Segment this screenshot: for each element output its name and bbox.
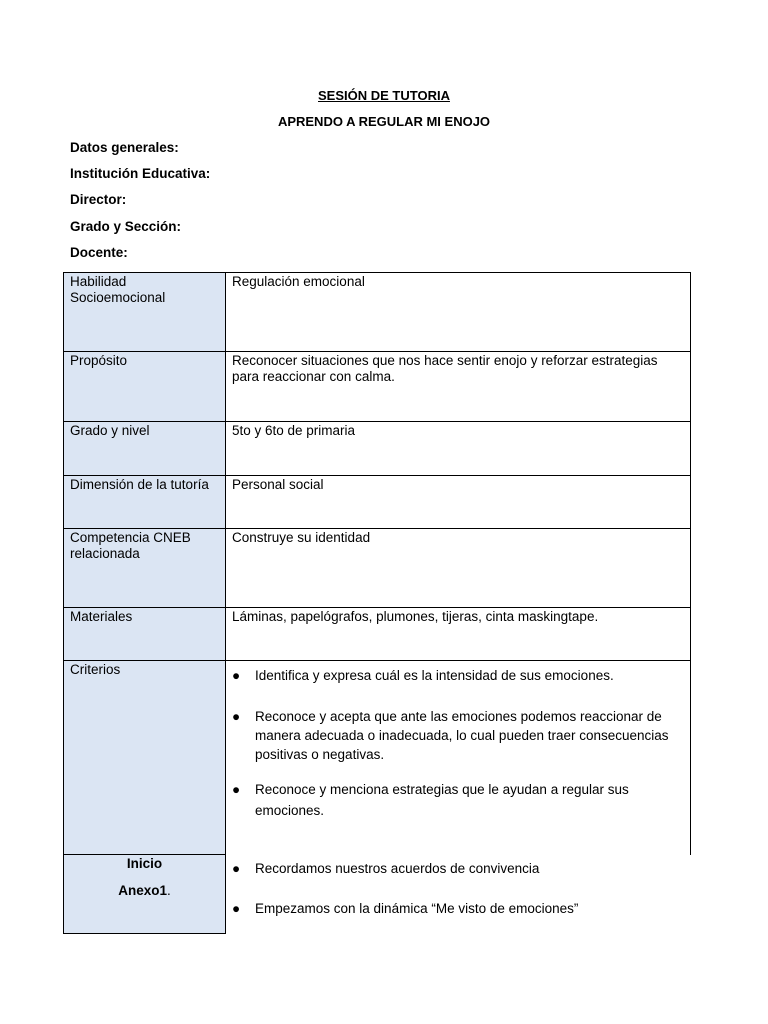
bullet-icon: ●	[232, 782, 241, 797]
inicio-text: Empezamos con la dinámica “Me visto de emociones”	[255, 901, 579, 916]
session-title: SESIÓN DE TUTORIA	[318, 88, 450, 103]
inicio-label: Inicio	[126, 856, 163, 871]
row-materiales-label: Materiales	[63, 607, 226, 661]
criterio-text: Identifica y expresa cuál es la intensidad de sus emociones.	[255, 668, 614, 683]
row-proposito-label: Propósito	[63, 351, 226, 422]
anexo-name: Anexo1	[118, 883, 167, 898]
row-dimension-value: Personal social	[226, 475, 691, 529]
anexo-suffix: .	[167, 883, 171, 898]
director-label: Director:	[70, 192, 127, 207]
anexo-label	[70, 883, 219, 899]
row-materiales-value: Láminas, papelógrafos, plumones, tijeras, cinta maskingtape.	[226, 607, 691, 661]
grado-seccion-label: Grado y Sección:	[70, 219, 182, 234]
institucion-label: Institución Educativa:	[70, 166, 211, 181]
row-criterios-label: Criterios	[63, 660, 226, 855]
row-proposito-value: Reconocer situaciones que nos hace sentir enojo y reforzar estrategias para reaccionar con calma.	[226, 351, 691, 422]
criterio-text: Reconoce y menciona estrategias que le ayudan a regular sus emociones.	[255, 782, 629, 818]
row-habilidad-label: Habilidad Socioemocional	[63, 272, 226, 352]
row-habilidad-value: Regulación emocional	[226, 272, 691, 352]
bullet-icon: ●	[232, 668, 241, 683]
row-grado-label: Grado y nivel	[63, 421, 226, 476]
docente-label: Docente:	[70, 245, 128, 260]
row-grado-value: 5to y 6to de primaria	[226, 421, 691, 476]
bullet-icon: ●	[232, 709, 241, 724]
row-dimension-label: Dimensión de la tutoría	[63, 475, 226, 529]
datos-generales-label: Datos generales:	[70, 140, 179, 155]
row-competencia-value: Construye su identidad	[226, 528, 691, 608]
inicio-text: Recordamos nuestros acuerdos de convivencia	[255, 861, 540, 876]
bullet-icon: ●	[232, 861, 241, 876]
row-competencia-label: Competencia CNEB relacionada	[63, 528, 226, 608]
criterio-text: Reconoce y acepta que ante las emociones podemos reaccionar de manera adecuada o inadecuada, lo cual pueden traer consecuencias positivas o negativas.	[255, 709, 669, 762]
session-subtitle: APRENDO A REGULAR MI ENOJO	[277, 114, 491, 129]
row-inicio-label-cell	[63, 854, 226, 934]
bullet-icon: ●	[232, 901, 241, 916]
